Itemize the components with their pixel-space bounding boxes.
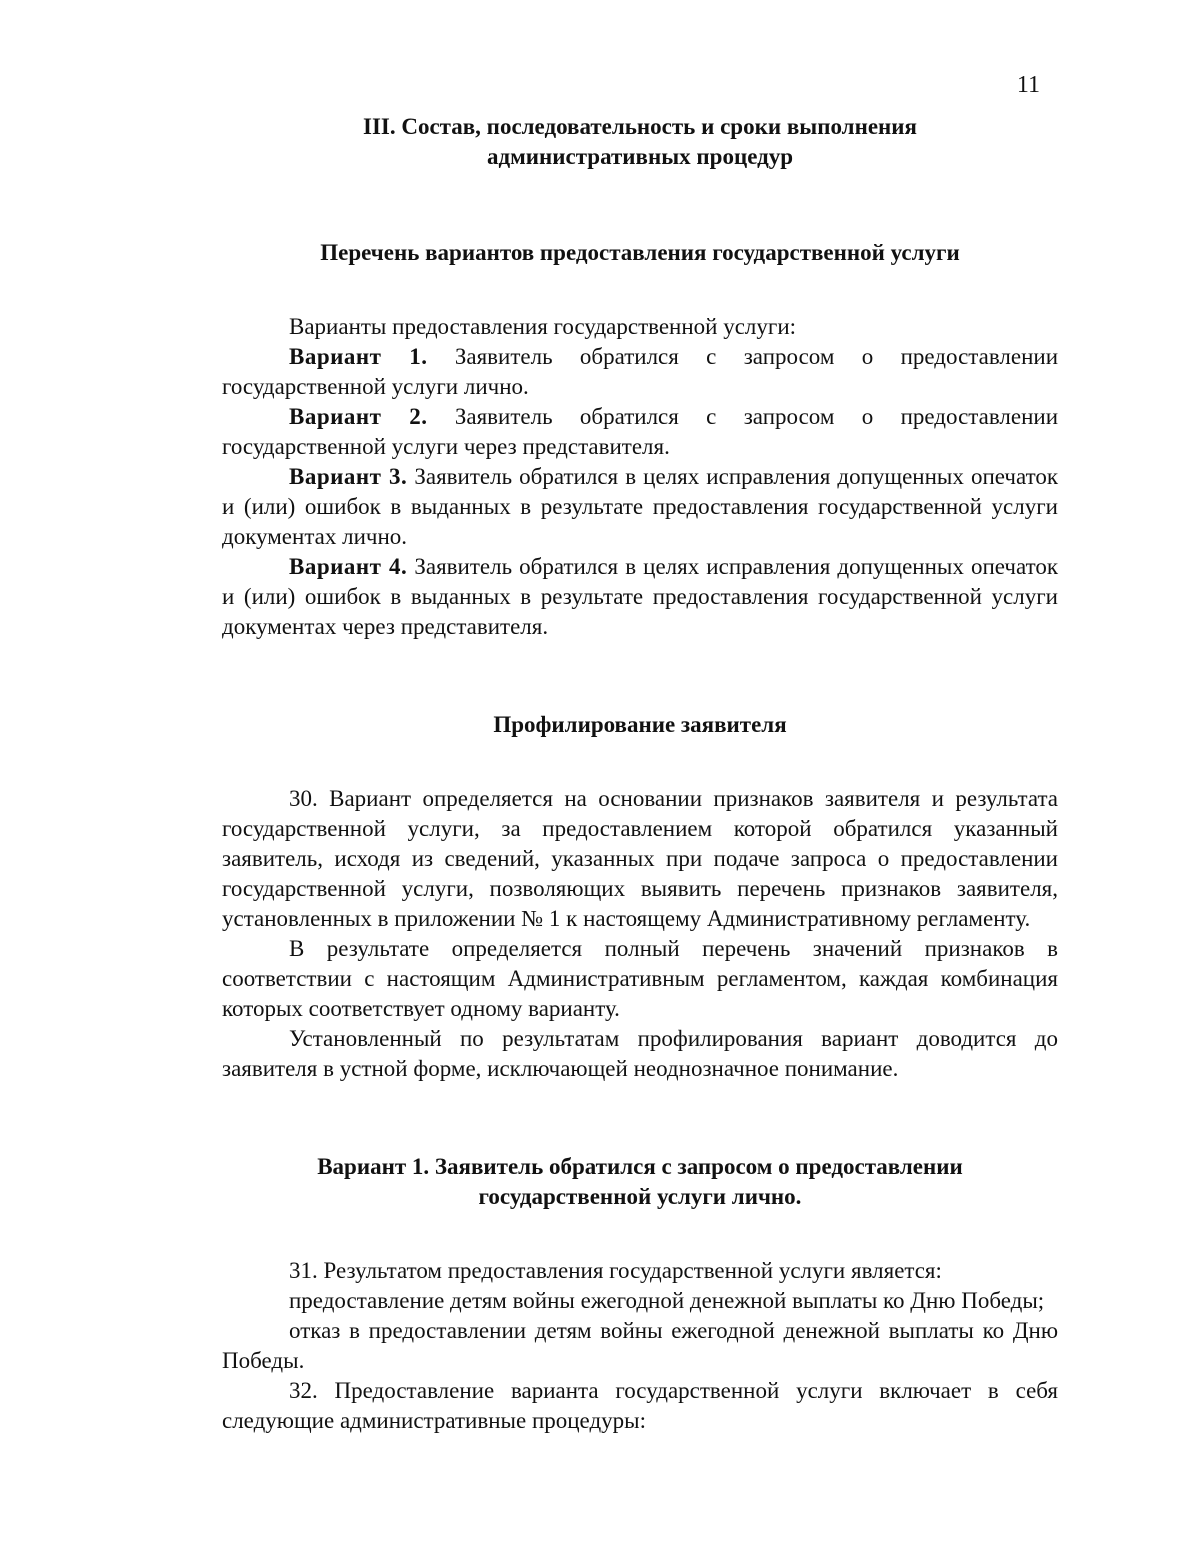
variant1-heading [222, 1152, 1058, 1212]
result-item-refusal: отказ в предоставлении детям войны ежегодной денежной выплаты ко Дню Победы. [222, 1318, 1058, 1373]
section-title [222, 112, 1058, 172]
variant-label: Вариант 1. [289, 344, 428, 369]
variant-item-1 [222, 342, 1058, 402]
variant-label: Вариант 2. [289, 404, 428, 429]
variant-item-2 [222, 402, 1058, 462]
section-title-line-2: административных процедур [486, 144, 794, 169]
variants-heading: Перечень вариантов предоставления государственной услуги [320, 240, 960, 265]
paragraph-31: 31. Результатом предоставления государственной услуги является: [289, 1258, 942, 1283]
profiling-paragraph-30: 30. Вариант определяется на основании признаков заявителя и результата государственной услуги, за предоставлением которой обратился указанный заявитель, исходя из сведений, указанных при подаче запроса о предоставлении государственной услуги, позволяющих выявить перечень признаков заявителя, установленных в приложении № 1 к настоящему Административному регламенту. [222, 786, 1058, 931]
variants-intro: Варианты предоставления государственной услуги: [289, 314, 797, 339]
section-title-line-1: III. Состав, последовательность и сроки выполнения [363, 114, 917, 139]
variant1-heading-line-1: Вариант 1. Заявитель обратился с запросом о предоставлении [317, 1154, 963, 1179]
page-number: 11 [1016, 72, 1040, 98]
variant-label: Вариант 4. [289, 554, 408, 579]
document-content [222, 112, 1058, 1436]
variant-text: Заявитель обратился с запросом о предоставлении государственной услуги лично. [222, 344, 1058, 399]
variant-text: Заявитель обратился в целях исправления допущенных опечаток и (или) ошибок в выданных в результате предоставления государственной услуги документах лично. [222, 464, 1058, 549]
profiling-paragraph-result: В результате определяется полный перечень значений признаков в соответствии с настоящим Административным регламентом, каждая комбинация которых соответствует одному варианту. [222, 936, 1058, 1021]
profiling-paragraph-communication: Установленный по результатам профилирования вариант доводится до заявителя в устной форме, исключающей неоднозначное понимание. [222, 1026, 1058, 1081]
variant-text: Заявитель обратился с запросом о предоставлении государственной услуги через представителя. [222, 404, 1058, 459]
paragraph-32: 32. Предоставление варианта государственной услуги включает в себя следующие административные процедуры: [222, 1378, 1058, 1433]
variant-label: Вариант 3. [289, 464, 408, 489]
variant-text: Заявитель обратился в целях исправления допущенных опечаток и (или) ошибок в выданных в результате предоставления государственной услуги документах через представителя. [222, 554, 1058, 639]
variant-item-4 [222, 552, 1058, 642]
profiling-heading: Профилирование заявителя [493, 712, 787, 737]
variant1-heading-line-2: государственной услуги лично. [478, 1184, 802, 1209]
variant-item-3 [222, 462, 1058, 552]
result-item-grant: предоставление детям войны ежегодной денежной выплаты ко Дню Победы; [289, 1288, 1045, 1313]
